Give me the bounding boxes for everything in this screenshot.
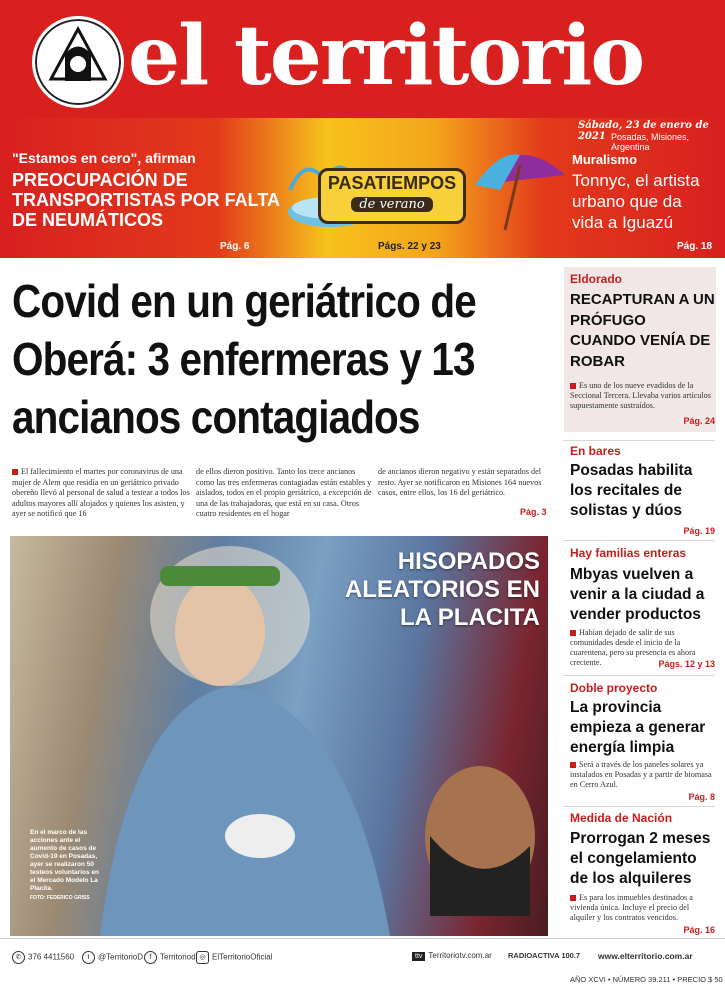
- divider: [563, 806, 715, 807]
- logo-icon: [32, 16, 124, 108]
- sidebar-page-3: Págs. 12 y 13: [658, 659, 715, 669]
- promo-right-kicker: Muralismo: [572, 152, 638, 167]
- sidebar-page-1: Pág. 24: [683, 416, 715, 426]
- sidebar-title-1[interactable]: RECAPTURAN A UN PRÓFUGO CUANDO VENÍA DE ROBAR: [570, 291, 715, 370]
- divider: [563, 540, 715, 541]
- footer-tv[interactable]: ttv Territoriotv.com.ar: [412, 951, 492, 961]
- footer-phone[interactable]: ✆ 376 4411560: [12, 951, 74, 964]
- whatsapp-icon: ✆: [12, 951, 25, 964]
- photo-caption-text: En el marco de las acciones ante el aumento de casos de Covid-19 en Posadas, ayer se realizaron 50 testeos voluntarios en el Mercado Modelo La Placita.: [30, 829, 99, 892]
- sidebar-kicker-2: En bares: [570, 444, 621, 458]
- sidebar-text-1: Es uno de los nueve evadidos de la Seccional Tercera. Llevaba varios artículos supuestamente sustraídos.: [570, 381, 711, 410]
- main-headline[interactable]: Covid en un geriátrico de Oberá: 3 enfermeras y 13 ancianos contagiados: [12, 275, 476, 443]
- bullet-icon: [12, 469, 18, 475]
- sidebar-title-5[interactable]: Prorrogan 2 meses el congelamiento de los alquileres: [570, 830, 711, 887]
- divider: [563, 675, 715, 676]
- footer-instagram[interactable]: ◎ ElTerritorioOficial: [196, 951, 272, 964]
- photo-credit: FOTO: FEDERICO GRISS: [30, 895, 90, 901]
- lead-column-1: El fallecimiento el martes por coronavirus de una mujer de Alem que residía en un geriátrico privado obereño llevó al personal de salud a testear a todos los adultos mayores allí alojados y quienes los asisten, y ayer se notificó que 16: [12, 467, 190, 518]
- twitter-icon: t: [82, 951, 95, 964]
- sidebar-title-4[interactable]: La provincia empieza a generar energía limpia: [570, 699, 706, 756]
- sidebar-page-5: Pág. 16: [683, 925, 715, 935]
- masthead-title[interactable]: el territorio: [128, 8, 644, 104]
- sidebar-page-2: Pág. 19: [683, 526, 715, 536]
- edition-date: Sábado, 23 de enero de 2021: [578, 120, 709, 142]
- sidebar-text-5: Es para los inmuebles destinados a vivienda única. Incluye el precio del alquiler y los contratos vencidos.: [570, 893, 693, 922]
- lead-column-2: de ellos dieron positivo. Tanto los trece ancianos como las tres enfermeras contagiadas están estables y aislados, todos en el propio geriátrico, a excepción de una de las trabajadoras, que está en su casa. Otros cuatro residentes en el hogar: [196, 467, 372, 518]
- umbrella-icon: [470, 130, 570, 240]
- sidebar-kicker-5: Medida de Nación: [570, 811, 673, 825]
- footer-twitter[interactable]: t @TerritorioD: [82, 951, 143, 964]
- sidebar-kicker-1: Eldorado: [570, 272, 623, 286]
- footer-radio[interactable]: RADIOACTIVA 100.7: [508, 951, 581, 960]
- edition-info: AÑO XCVI • NÚMERO 39.211 • PRECIO $ 50: [570, 975, 723, 984]
- promo-left-page: Pág. 6: [220, 241, 250, 252]
- promo-right-text[interactable]: Tonnyc, el artista urbano que da vida a Iguazú: [572, 171, 700, 232]
- sidebar-title-2[interactable]: Posadas habilita los recitales de solistas y dúos: [570, 462, 693, 519]
- pasatiempos-page: Págs. 22 y 23: [378, 241, 441, 252]
- photo-caption: [30, 829, 100, 902]
- promo-left-kicker: "Estamos en cero", afirman: [12, 150, 196, 166]
- sidebar-text-4: Será a través de los paneles solares ya instalados en Posadas y a partir de biomasa en Cerro Azul.: [570, 760, 712, 789]
- photo-headline: HISOPADOS ALEATORIOS EN LA PLACITA: [344, 548, 540, 631]
- bullet-icon: [570, 895, 576, 901]
- pasatiempos-subtitle: de verano: [351, 197, 432, 212]
- pasatiempos-badge[interactable]: [318, 168, 468, 226]
- sidebar-kicker-4: Doble proyecto: [570, 681, 658, 695]
- pasatiempos-title: PASATIEMPOS: [327, 173, 457, 193]
- bullet-icon: [570, 762, 576, 768]
- lead-page: Pág. 3: [520, 507, 547, 517]
- promo-right-page: Pág. 18: [677, 241, 713, 252]
- sidebar-text-3: Habían dejado de salir de sus comunidades desde el inicio de la cuarentena, pero su presencia es ahora creciente.: [570, 628, 696, 667]
- sidebar-page-4: Pág. 8: [688, 792, 715, 802]
- divider: [563, 440, 715, 441]
- bullet-icon: [570, 383, 576, 389]
- promo-left-title[interactable]: PREOCUPACIÓN DE TRANSPORTISTAS POR FALTA DE NEUMÁTICOS: [12, 170, 280, 230]
- sidebar-title-3[interactable]: Mbyas vuelven a venir a la ciudad a vender productos: [570, 566, 705, 623]
- lead-column-3: de ancianos dieron negativo y están separados del resto. Ayer se notificaron en Misiones 164 nuevos casos, entre ellos, los 16 del geriátrico.: [378, 467, 542, 497]
- sidebar-kicker-3: Hay familias enteras: [570, 546, 687, 560]
- edition-place: Posadas, Misiones, Argentina: [611, 132, 690, 152]
- footer-web[interactable]: www.elterritorio.com.ar: [598, 951, 693, 961]
- facebook-icon: f: [144, 951, 157, 964]
- tv-icon: ttv: [412, 952, 425, 961]
- bullet-icon: [570, 630, 576, 636]
- footer-facebook[interactable]: f Territoriod: [144, 951, 196, 964]
- instagram-icon: ◎: [196, 951, 209, 964]
